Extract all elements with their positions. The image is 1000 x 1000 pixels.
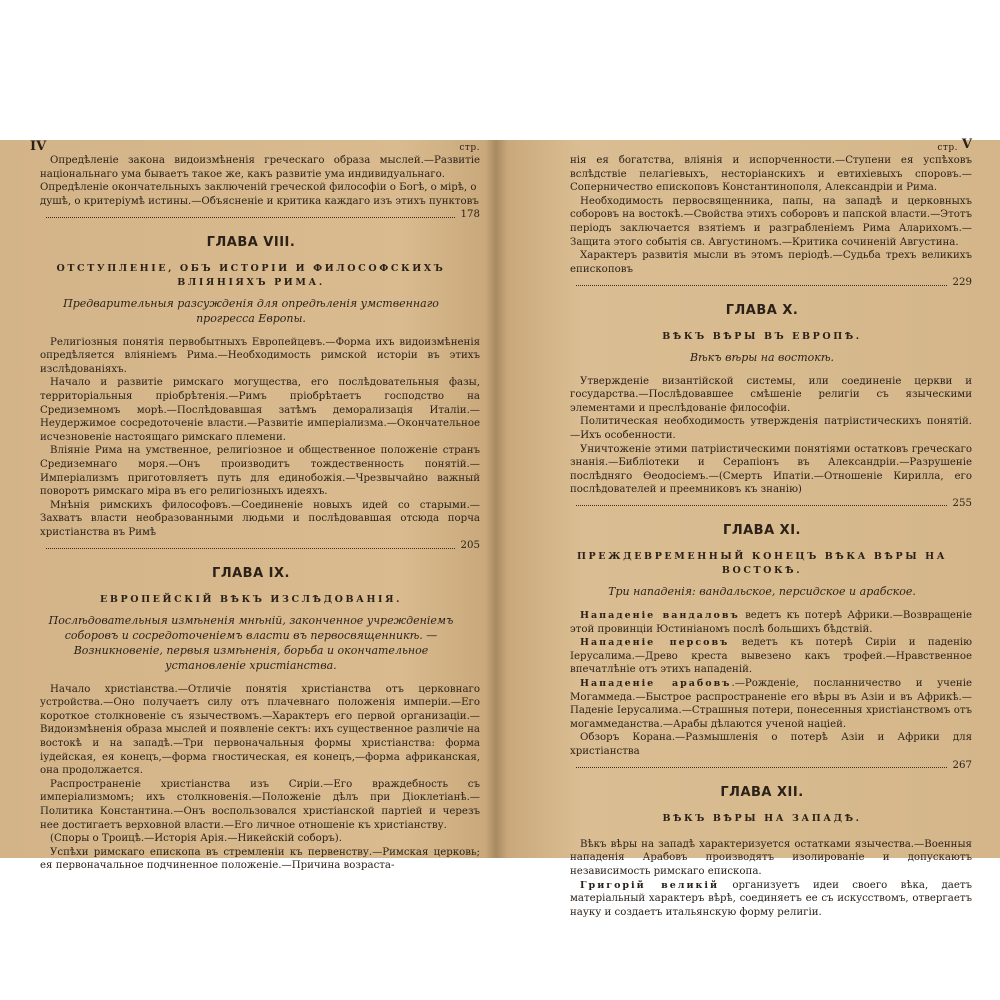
chapter-11-entry: Нападеніе арабовъ.—Рожденіе, посланничество и ученіе Могаммеда.—Быстрое распространеніе его вѣры въ Азіи и въ Африкѣ.—Паденіе Іерусалима.—Страшныя потери, понесенныя христіанствомъ отъ могаммеданства.—Арабы дѣлаются ученой націей. [570,678,972,730]
chapter-11-entry: Нападеніе персовъ ведетъ къ потерѣ Сиріи и паденію Іерусалима.—Древо креста вывезено какъ трофей.—Нравственное впечатлѣніе отъ этихъ нападеній. [570,637,972,676]
chapter-9-paragraph: Начало христіанства.—Отличіе понятія христіанства отъ церковнаго устройства.—Оно получаетъ силу отъ плачевнаго положенія имперіи.—Его короткое столкновеніе съ язычествомъ.—Характеръ его первой организаціи.—Видоизмѣненія образа мыслей и появленіе сектъ: ихъ существенное различіе на востокѣ и на западѣ.—Три первоначальныя формы христіанства: форма іудейская, ея конецъ,—форма гностическая, ея конецъ,—форма африканская, она продолжается. [40,683,480,777]
chapter-9-italic-heading: Послѣдовательныя измѣненія мнѣній, законченное учрежденіемъ соборовъ и сосредоточеніемъ власти въ первосвященникѣ. — Возникновеніе, первыя измѣненія, борьба и окончательное установленіе христіанства. [48,613,454,672]
chapter-8-title: ГЛАВА VIII. [206,234,296,250]
toc-entry-page: 255 [552,497,972,511]
toc-entry-page: 205 [22,539,480,553]
left-page-column-label: стр. [459,143,480,153]
chapter-12-title: ГЛАВА XII. [720,785,804,801]
chapter-11-entry: Нападеніе вандаловъ ведетъ къ потерѣ Африки.—Возвращеніе этой провинціи Юстиніаномъ послѣ большихъ бѣдствій. [570,610,973,635]
book-spread [0,137,1000,918]
left-page [22,139,480,872]
chapter-9-paragraph: Успѣхи римскаго епископа въ стремленіи къ первенству.—Римская церковь; ея первоначальное подчиненное положеніе.—Причина возраста- [40,846,480,872]
chapter-9-title: ГЛАВА IX. [212,566,290,582]
chapter-9-paragraph: (Споры о Троицѣ.—Исторія Арія.—Никейскій соборъ). [50,833,342,845]
chapter-8-paragraph: Мнѣнія римскихъ философовъ.—Соединеніе новыхъ идей со старыми.—Захватъ власти необразованными людьми и послѣдовавшая отсюда порча христіанства въ Римѣ [40,499,480,538]
chapter-12-subtitle: ВѢКЪ ВѢРЫ НА ЗАПАДѢ. [662,812,862,824]
intro-paragraph: нія ея богатства, вліянія и испорченности.—Ступени ея успѣховъ вслѣдствіе пелагіевыхъ, несторіанскихъ и евтихіевыхъ споровъ.—Соперничество епископовъ Константинополя, Александріи и Рима. [570,155,972,194]
toc-entry-page: 178 [22,208,480,222]
left-page-number: IV [30,139,47,154]
chapter-11-subtitle: ПРЕЖДЕВРЕМЕННЫЙ КОНЕЦЪ ВѢКА ВѢРЫ НА ВОСТОКѢ. [576,551,948,577]
chapter-10-subtitle: ВѢКЪ ВѢРЫ ВЪ ЕВРОПѢ. [662,330,862,342]
chapter-10-paragraph: Политическая необходимость утвержденія патріистическихъ понятій.—Ихъ особенности. [570,416,972,441]
chapter-8-paragraph: Религіозныя понятія первобытныхъ Европейцевъ.—Форма ихъ видоизмѣненія опредѣляется вліяніемъ Рима.—Необходимость римской исторіи въ этихъ изслѣдованіяхъ. [40,336,480,375]
intro-paragraph: Необходимость первосвященника, папы, на западѣ и церковныхъ соборовъ на востокѣ.—Свойства этихъ соборовъ и папской власти.—Этотъ періодъ заключается взятіемъ и разграбленіемъ Рима Аларихомъ.—Защита этого событія св. Августиномъ.—Критика сочиненій Августина. [570,195,972,248]
chapter-9-subtitle: ЕВРОПЕЙСКІЙ ВѢКЪ ИЗСЛѢДОВАНІЯ. [100,593,402,605]
intro-paragraph: Опредѣленіе закона видоизмѣненія греческаго образа мыслей.—Развитіе національнаго ума бываетъ такое же, какъ развитіе ума индивидуальнаго. [40,155,480,180]
right-running-head [552,137,972,154]
toc-entry-page: 267 [552,759,972,773]
right-page-number: V [961,137,972,152]
chapter-10-italic-heading: Вѣкъ вѣры на востокѣ. [689,350,835,364]
chapter-11-title: ГЛАВА XI. [723,523,801,539]
toc-entry: Опредѣленіе окончательныхъ заключеній греческой философіи о Богѣ, о мірѣ, о душѣ, о критеріумѣ истины.—Объясненіе и критика каждаго изъ этихъ пунктовъ [40,182,479,207]
chapter-10-paragraph: Уничтоженіе этими патріистическими понятіями остатковъ греческаго знанія.—Библіотеки и Серапіонъ въ Александріи.—Разрушеніе послѣдняго Ѳеодосіемъ.—(Смерть Ипатіи.—Отношеніе Кирилла, его послѣдователей и преемниковъ къ знанію) [570,443,972,496]
chapter-12-entry: Вѣкъ вѣры на западѣ характеризуется остатками язычества.—Военныя нападенія Арабовъ производятъ изолированіе и допускаютъ независимость римскаго епископа. [570,838,972,877]
chapter-10-title: ГЛАВА X. [725,302,799,318]
chapter-11-entry: Обзоръ Корана.—Размышленія о потерѣ Азіи и Африки для христіанства [570,732,972,757]
chapter-9-paragraph: Распространеніе христіанства изъ Сиріи.—Его враждебность съ имперіализмомъ; ихъ столкновенія.—Положеніе дѣлъ при Діоклетіанѣ.—Политика Константина.—Онъ воспользовался христіанской партіей и черезъ нее достигаетъ верховной власти.—Его личное отношеніе къ христіанству. [40,778,480,831]
toc-entry-page: 229 [552,276,972,290]
chapter-8-subtitle: ОТСТУПЛЕНІЕ, ОБЪ ИСТОРІИ И ФИЛОСОФСКИХЪ ВЛІЯНІЯХЪ РИМА. [56,262,446,288]
right-page [552,137,973,918]
chapter-12-entry: Григорій великій организуетъ идеи своего вѣка, даетъ матеріальный характеръ вѣрѣ, соединяетъ ее съ искусствомъ, отвергаетъ науку и создаетъ итальянскую форму религіи. [570,879,972,918]
right-page-column-label: стр. [937,143,958,153]
intro-paragraph: Характеръ развитія мысли въ этомъ періодѣ.—Судьба трехъ великихъ епископовъ [570,250,972,275]
chapter-11-italic-heading: Три нападенія: вандальское, персидское и арабское. [608,585,916,599]
left-running-head [22,140,480,154]
chapter-10-paragraph: Утвержденіе византійской системы, или соединеніе церкви и государства.—Послѣдовавшее смѣшеніе религіи съ языческими элементами и преслѣдованіе философіи. [570,375,972,414]
chapter-8-paragraph: Вліяніе Рима на умственное, религіозное и общественное положеніе странъ Средиземнаго моря.—Онъ производитъ тождественность понятій.—Имперіализмъ приготовляетъ путь для единобожія.—Чрезвычайно важный поворотъ римскаго міра въ его религіозныхъ идеяхъ. [40,445,480,498]
chapter-8-italic-heading: Предварительныя разсужденія для опредѣленія умственнаго прогресса Европы. [63,296,439,325]
chapter-8-paragraph: Начало и развитіе римскаго могущества, его послѣдовательныя фазы, территоріальныя пріобрѣтенія.—Римъ пріобрѣтаетъ господство на Средиземномъ морѣ.—Послѣдовавшая затѣмъ деморализація Италіи.—Неудержимое сосредоточеніе власти.—Развитіе имперіализма.—Окончательное исчезновеніе настоящаго римскаго племени. [40,377,480,443]
